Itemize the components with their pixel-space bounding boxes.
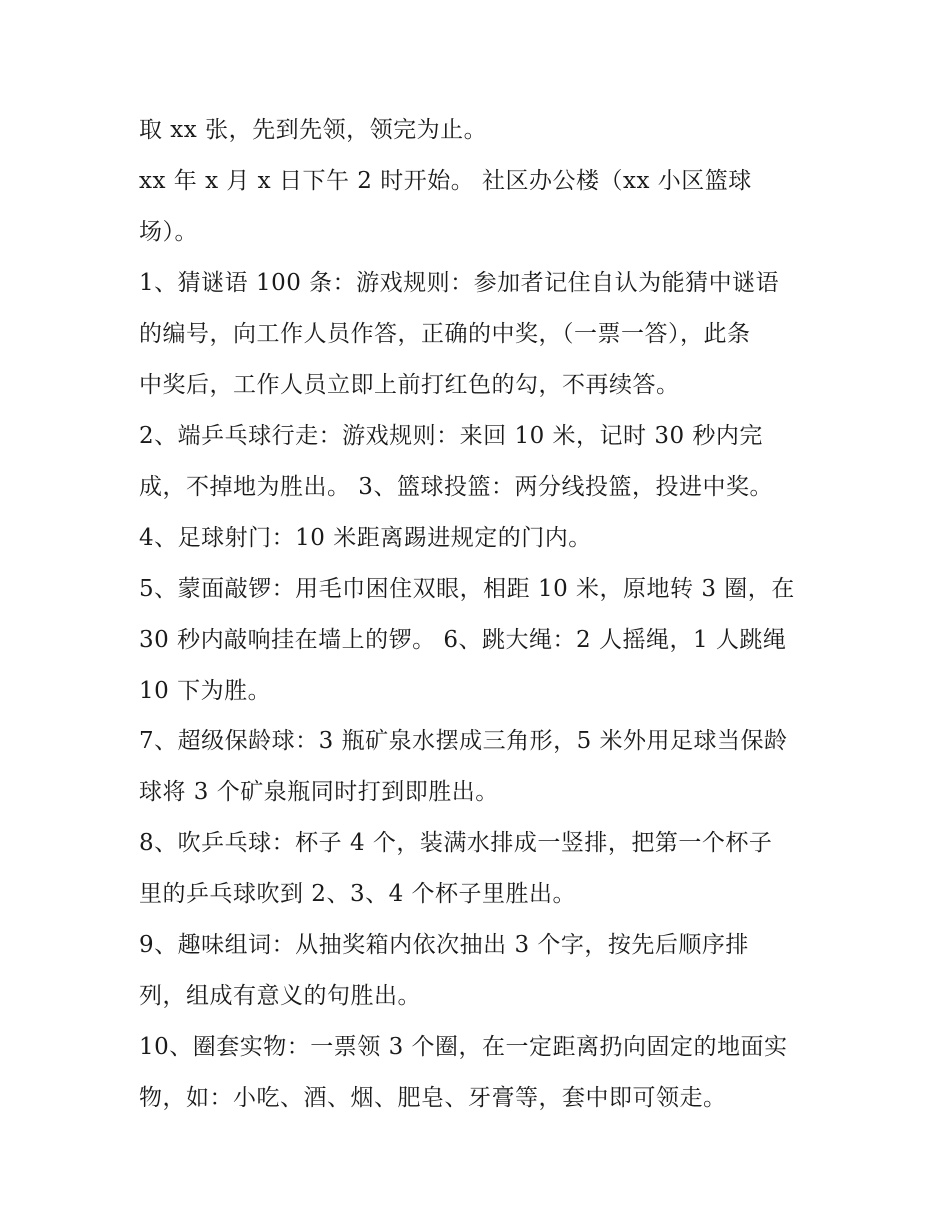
text-line: 的编号，向工作人员作答，正确的中奖，（一票一答），此条	[139, 321, 751, 347]
text-line: 中奖后，工作人员立即上前打红色的勾，不再续答。	[139, 372, 680, 398]
text-line: 4、足球射门：10 米距离踢进规定的门内。	[139, 525, 592, 551]
text-line: 1、猜谜语 100 条：游戏规则：参加者记住自认为能猜中谜语	[139, 270, 780, 296]
text-line: 里的乒乓球吹到 2、3、4 个杯子里胜出。	[139, 881, 577, 907]
text-line: 球将 3 个矿泉瓶同时打到即胜出。	[139, 779, 499, 805]
text-line: 物，如：小吃、酒、烟、肥皂、牙膏等，套中即可领走。	[139, 1085, 727, 1111]
text-line: 9、趣味组词：从抽奖箱内依次抽出 3 个字，按先后顺序排	[139, 932, 749, 958]
text-line: 10 下为胜。	[139, 678, 272, 704]
text-line: 场）。	[139, 219, 198, 245]
text-line: 10、圈套实物：一票领 3 个圈，在一定距离扔向固定的地面实	[139, 1034, 788, 1060]
text-line: 7、超级保龄球：3 瓶矿泉水摆成三角形，5 米外用足球当保龄	[139, 728, 788, 754]
text-line: 30 秒内敲响挂在墙上的锣。 6、跳大绳：2 人摇绳，1 人跳绳	[139, 627, 787, 653]
text-line: 5、蒙面敲锣：用毛巾困住双眼，相距 10 米，原地转 3 圈，在	[139, 576, 795, 602]
text-line: 2、端乒乓球行走：游戏规则：来回 10 米，记时 30 秒内完	[139, 423, 763, 449]
text-line: 成，不掉地为胜出。 3、篮球投篮：两分线投篮，投进中奖。	[139, 474, 773, 500]
text-line: 取 xx 张，先到先领，领完为止。	[139, 117, 488, 143]
text-line: xx 年 x 月 x 日下午 2 时开始。 社区办公楼（xx 小区篮球	[139, 168, 752, 194]
text-line: 列，组成有意义的句胜出。	[139, 983, 421, 1009]
text-line: 8、吹乒乓球：杯子 4 个，装满水排成一竖排，把第一个杯子	[139, 830, 773, 856]
